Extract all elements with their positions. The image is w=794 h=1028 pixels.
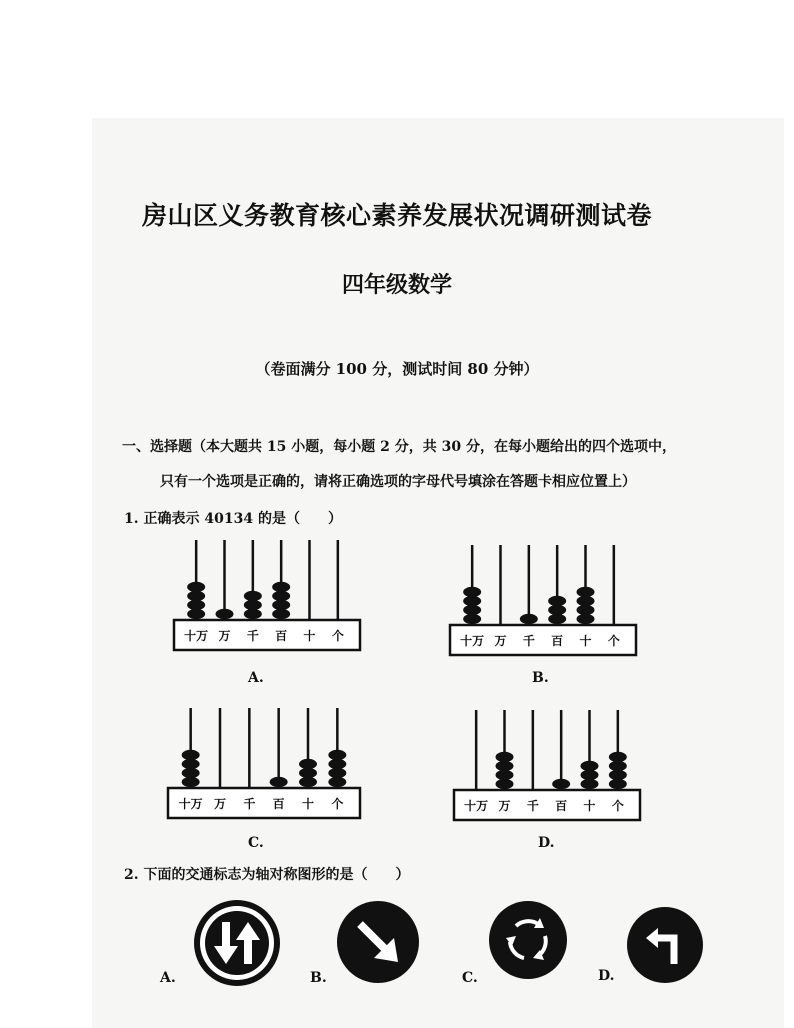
- abacus-d-drawing: [452, 706, 642, 826]
- abacus-bead: [520, 614, 538, 624]
- abacus-place-label: 万: [213, 797, 227, 811]
- abacus-bead: [244, 609, 262, 619]
- abacus-bead: [463, 596, 481, 606]
- abacus-bead: [496, 770, 514, 780]
- abacus-place-label: 十: [579, 634, 592, 648]
- abacus-bead: [609, 770, 627, 780]
- abacus-bead: [187, 582, 205, 592]
- abacus-bead: [548, 614, 566, 624]
- two-way-traffic-sign-icon: [192, 898, 282, 988]
- question-2-text: 2. 下面的交通标志为轴对称图形的是（ ）: [124, 867, 410, 883]
- abacus-place-label: 万: [218, 629, 231, 643]
- abacus-place-label: 十万: [460, 634, 485, 648]
- abacus-place-label: 十: [303, 629, 316, 643]
- abacus-bead: [182, 768, 200, 778]
- abacus-bead: [548, 596, 566, 606]
- abacus-option-c: [166, 704, 362, 828]
- sign-option-c-label: C.: [462, 970, 478, 986]
- abacus-bead: [182, 750, 200, 760]
- abacus-bead: [609, 761, 627, 771]
- abacus-bead: [577, 587, 595, 597]
- sign-option-d-label: D.: [598, 968, 615, 984]
- section-1-instruction-line2: 只有一个选项是正确的，请将正确选项的字母代号填涂在答题卡相应位置上）: [160, 474, 636, 490]
- abacus-a-drawing: [172, 536, 362, 656]
- abacus-bead: [272, 591, 290, 601]
- abacus-place-label: 个: [611, 799, 624, 813]
- abacus-place-label: 万: [494, 634, 507, 648]
- abacus-place-label: 十万: [184, 629, 209, 643]
- option-b-label: B.: [532, 670, 549, 686]
- abacus-place-label: 千: [522, 634, 535, 648]
- abacus-bead: [244, 600, 262, 610]
- abacus-bead: [463, 605, 481, 615]
- exam-note: （卷面满分 100 分，测试时间 80 分钟）: [255, 360, 539, 378]
- abacus-bead: [328, 750, 346, 760]
- abacus-option-d: [452, 706, 642, 830]
- abacus-bead: [577, 596, 595, 606]
- abacus-bead: [187, 591, 205, 601]
- option-c-label: C.: [248, 835, 264, 851]
- abacus-bead: [270, 777, 288, 787]
- abacus-place-label: 百: [555, 799, 568, 813]
- abacus-bead: [328, 777, 346, 787]
- abacus-bead: [496, 761, 514, 771]
- abacus-place-label: 百: [272, 797, 285, 811]
- abacus-place-label: 个: [331, 629, 344, 643]
- left-turn-sign-icon: [626, 906, 704, 984]
- abacus-bead: [548, 605, 566, 615]
- abacus-bead: [187, 609, 205, 619]
- abacus-bead: [187, 600, 205, 610]
- abacus-place-label: 千: [526, 799, 539, 813]
- question-1-text: 1. 正确表示 40134 的是（ ）: [124, 511, 342, 527]
- abacus-bead: [328, 768, 346, 778]
- diagonal-arrow-sign-icon: [336, 900, 420, 984]
- abacus-bead: [272, 600, 290, 610]
- abacus-place-label: 十万: [464, 799, 489, 813]
- abacus-place-label: 千: [243, 797, 256, 811]
- abacus-bead: [463, 587, 481, 597]
- abacus-place-label: 百: [275, 629, 288, 643]
- abacus-option-a: [172, 536, 362, 660]
- abacus-bead: [581, 761, 599, 771]
- abacus-bead: [577, 605, 595, 615]
- sign-option-a-label: A.: [160, 970, 176, 986]
- option-a-label: A.: [248, 670, 264, 686]
- abacus-bead: [581, 779, 599, 789]
- abacus-bead: [299, 759, 317, 769]
- option-d-label: D.: [538, 835, 555, 851]
- abacus-place-label: 千: [246, 629, 259, 643]
- abacus-bead: [182, 759, 200, 769]
- abacus-bead: [299, 777, 317, 787]
- abacus-bead: [244, 591, 262, 601]
- abacus-place-label: 十万: [178, 797, 203, 811]
- section-1-instruction-line1: 一、选择题（本大题共 15 小题，每小题 2 分，共 30 分，在每小题给出的四个选项中，: [122, 439, 676, 455]
- abacus-bead: [299, 768, 317, 778]
- roundabout-sign-icon: [488, 900, 568, 980]
- exam-subtitle: 四年级数学: [341, 272, 452, 298]
- abacus-bead: [577, 614, 595, 624]
- abacus-place-label: 万: [498, 799, 511, 813]
- abacus-bead: [272, 582, 290, 592]
- abacus-bead: [272, 609, 290, 619]
- abacus-bead: [609, 779, 627, 789]
- abacus-bead: [216, 609, 234, 619]
- abacus-place-label: 个: [331, 797, 344, 811]
- abacus-bead: [463, 614, 481, 624]
- exam-title: 房山区义务教育核心素养发展状况调研测试卷: [141, 201, 652, 230]
- abacus-bead: [552, 779, 570, 789]
- abacus-bead: [581, 770, 599, 780]
- abacus-b-drawing: [448, 541, 638, 661]
- abacus-bead: [496, 779, 514, 789]
- abacus-place-label: 个: [607, 634, 620, 648]
- abacus-c-drawing: [166, 704, 362, 824]
- abacus-bead: [496, 752, 514, 762]
- abacus-place-label: 十: [583, 799, 596, 813]
- abacus-option-b: [448, 541, 638, 665]
- sign-option-b-label: B.: [310, 970, 327, 986]
- abacus-place-label: 十: [301, 797, 315, 811]
- abacus-place-label: 百: [551, 634, 564, 648]
- abacus-bead: [328, 759, 346, 769]
- abacus-bead: [182, 777, 200, 787]
- abacus-bead: [609, 752, 627, 762]
